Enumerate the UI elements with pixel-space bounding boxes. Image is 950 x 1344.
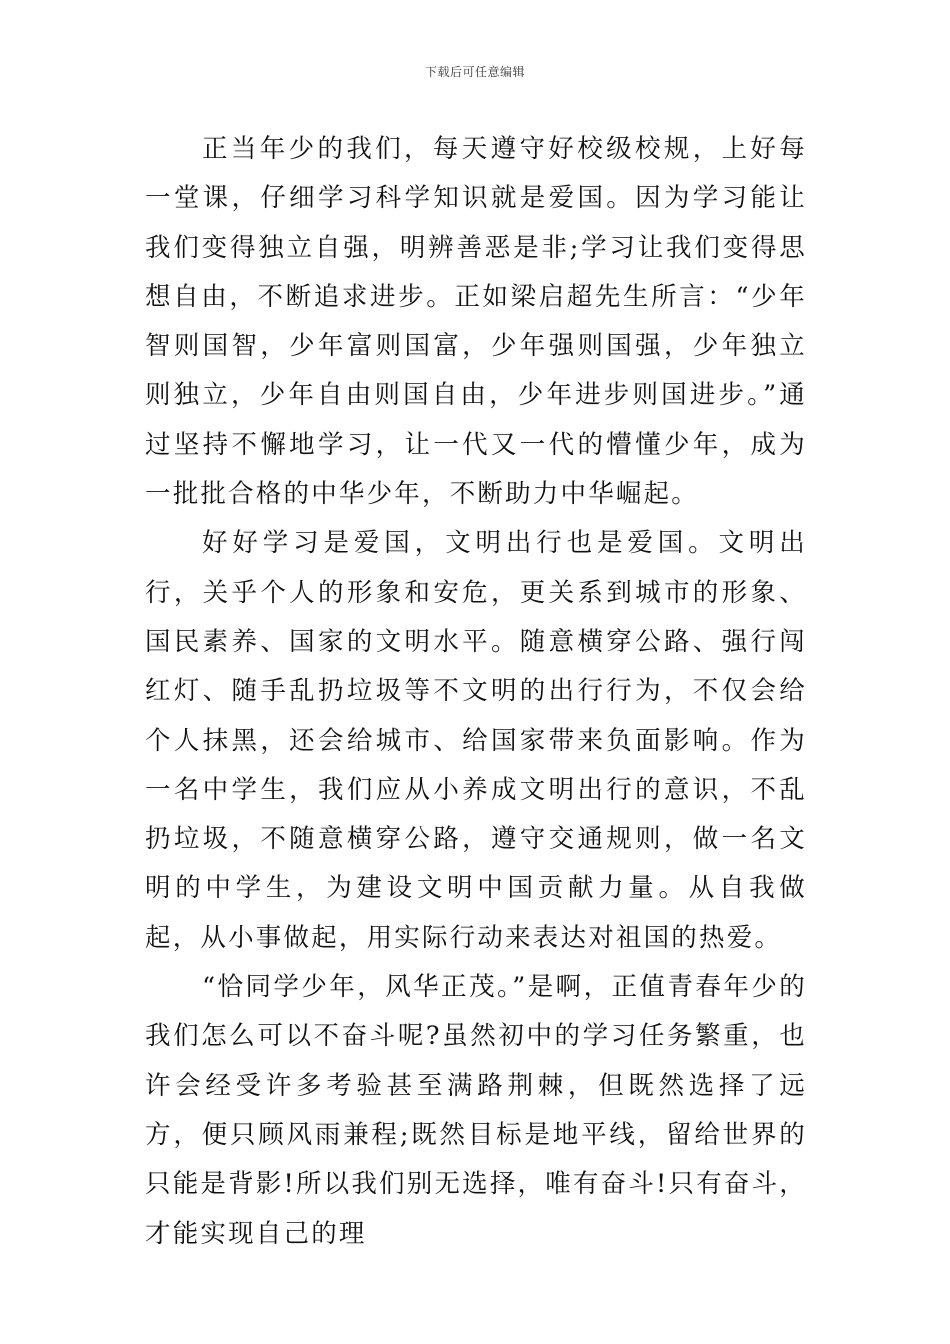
document-body <box>145 125 807 1259</box>
paragraph-1: 正当年少的我们，每天遵守好校级校规，上好每一堂课，仔细学习科学知识就是爱国。因为学习能让我们变得独立自强，明辨善恶是非;学习让我们变得思想自由，不断追求进步。正如梁启超先生所言：“少年智则国智，少年富则国富，少年强则国强，少年独立则独立，少年自由则国自由，少年进步则国进步。”通过坚持不懈地学习，让一代又一代的懵懂少年，成为一批批合格的中华少年，不断助力中华崛起。 <box>145 134 807 510</box>
paragraph-3: “恰同学少年，风华正茂。”是啊，正值青春年少的我们怎么可以不奋斗呢?虽然初中的学习任务繁重，也许会经受许多考验甚至满路荆棘，但既然选择了远方，便只顾风雨兼程;既然目标是地平线，留给世界的只能是背影!所以我们别无选择，唯有奋斗!只有奋斗，才能实现自己的理 <box>145 972 807 1249</box>
page-header-note: 下载后可任意编辑 <box>424 65 525 79</box>
paragraph-2: 好好学习是爱国，文明出行也是爱国。文明出行，关乎个人的形象和安危，更关系到城市的形象、国民素养、国家的文明水平。随意横穿公路、强行闯红灯、随手乱扔垃圾等不文明的出行行为，不仅会给个人抹黑，还会给城市、给国家带来负面影响。作为一名中学生，我们应从小养成文明出行的意识，不乱扔垃圾，不随意横穿公路，遵守交通规则，做一名文明的中学生，为建设文明中国贡献力量。从自我做起，从小事做起，用实际行动来表达对祖国的热爱。 <box>145 528 807 953</box>
